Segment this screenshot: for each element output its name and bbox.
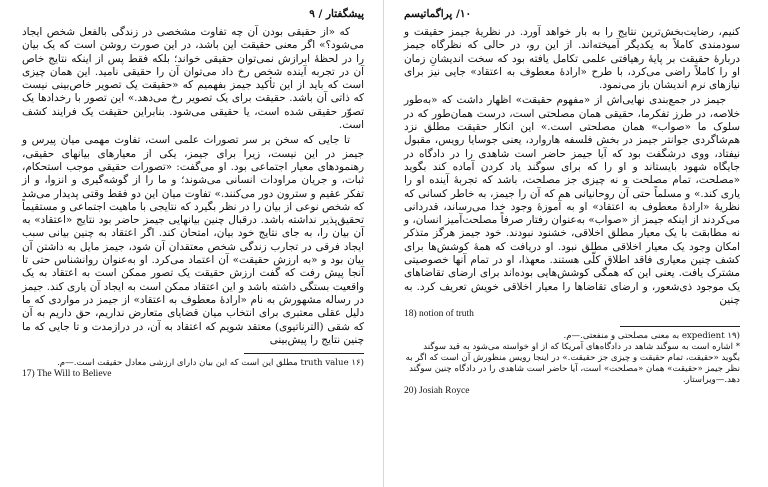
footnote-rule (620, 326, 740, 327)
right-page (384, 0, 768, 487)
paragraph: جیمز در جمع‌بندی نهایی‌اش از «مفهوم حقیقت» اظهار داشت که «به‌طور خلاصه، در طرز تفکرما، حقیقی همان مصلحتی است، درست همان‌طور که در سلوک ما «صواب» همان مصلحتی است.» این انکار حقیقت مطلق نزد هم‌شاگردی جوانتر جیمز در بخش فلسفه هاروارد، یعنی جوسایا رویس، مقبول نیفتاد، ووی درشگفت بود که آیا جیمز حاضر است شاهدی را در دادگاه در جایگاه شهود بایستاند و او را که برای سوگند یاد کردن آماده کند بگوید «مصلحت، تمام مصلحت و نه چیزی جز مصلحت، باشد که تجربهٔ آینده او را یاری کند.» و مسلماً حتی آن روحانیانی هم که آن را جیمز، به خاطر کسانی که نظریهٔ «ارادهٔ معطوف به اعتقاد» او به آموزهٔ وجود خدا می‌رساند، قدردانی می‌کردند از اینکه جیمز از «صواب» به‌عنوان رفتار صرفاً مصلحت‌آمیز انسان، و نه مطابقت با یک معیار مطلق اخلاقی، خشنود نبودند. خود جیمز هرگز متذکر امکان وجود یک معیار اخلاقی مطلق نبود. او دریافت که همهٔ کوشش‌ها برای کشف چنین معیاری فاقد اطلاق کلّی هستند. معهذا، او در تمام آنها خصوصیتی مشترک یافت. یعنی این که همگی کوشش‌هایی بوده‌اند برای ارضای تقاضاهای یک موجود ذی‌شعور، و ارضای تقاضاها را معیار اخلاقی خویش تعریف کرد. به چنین (404, 94, 740, 306)
page-header-left: پیشگفتار / ۹ (309, 8, 364, 20)
footnote-source-20: 20) Josiah Royce (404, 386, 470, 397)
page-header-right: ۱۰/ پراگماتیسم (404, 8, 472, 20)
paragraph: که «از حقیقی بودن آن چه تفاوت مشخصی در زندگی بالفعل شخص ایجاد می‌شود؟» اگر معنی حقیقت این باشد، در این صورت روشن است که یک بیان را در لحظهٔ ابرازش نمی‌توان حقیقی خواند؛ بلکه فقط پس از اینکه نتایج خاص آن در تجربه آینده شخص رخ داد می‌توان آن را حقیقی نامید. این همان چیزی است که باید از این تأکید جیمز بفهمیم که «حقیقت یک تصویر خاص‌بینی نیست که ذاتی آن باشد. حقیقت برای یک تصویر رخ می‌دهد.» این تصور با رخدادها یک تصوّر حقیقی شده است، یا حقیقی می‌شود. بنابراین حقیقت یک فرایند کشف است. (22, 26, 364, 132)
footnote-19: (۱۹ expedient به معنی مصلحتی و منفعتی.—م. (563, 331, 740, 342)
footnote-asterisk: * اشاره است به سوگند شاهد در دادگاه‌های آمریکا که از او خواسته می‌شود به قید سوگند بگوید «حقیقت، تمام حقیقت و چیزی جز حقیقت.» در اینجا رویس منظورش آن است که اگر به نظر جیمز «حقیقت» همان «مصلحت» است، آیا حاضر است شاهدی را در دادگاه چنین سوگند دهد.—ویراستار. (405, 342, 740, 386)
footnote-source-17: 17) The Will to Believe (22, 369, 112, 380)
paragraph: کنیم، رضایت‌بخش‌ترین نتایج را به بار خواهد آورد. در نظریهٔ جیمز حقیقت و سودمندی کاملاً به یکدیگر آمیخته‌اند. از این رو، در حالی که نظرگاه جیمز دربارهٔ حقیقت بر پایهٔ رهیافتی علمی تکامل یافته بود که سخت اندیشانِ زمان او را کاملاً راضی می‌کرد، با طرح «ارادهٔ معطوف به اعتقاد» جایی نیز برای نیازهای نرم اندیشان باز می‌نمود. (404, 26, 740, 92)
footnote-16: (۱۶ truth value مطلق این است که این بیان دارای ارزشی معادل حقیقت است.—م. (57, 358, 364, 369)
footnote-rule (244, 353, 364, 354)
footnote-source-18: 18) notion of truth (404, 309, 474, 320)
paragraph: تا جایی که سخن بر سر تصورات علمی است، تفاوت مهمی میان پیرس و جیمز در این نیست، زیرا برای جیمز، یکی از معیارهای بیانهای حقیقی، رهنمودهای معیار اجتماعی بود. او می‌گفت: «تصورات حقیقی موجب استحکام، ثبات، و جریان مراودات انسانی می‌شوند؛ و ما را از گوشه‌گیری و انزوا، و از تفکر عقیم و سترون دور می‌کنند.» تفاوت میان این دو فقط وقتی پدیدار می‌شد که شخص نوعی از بیان را در نظر بگیرد که نتایجی با ماهیت اجتماعی و مستقیماً تحقیق‌پذیر نداشته باشد. درقبال چنین بیانهایی جیمز حاضر بود نتایج «اعتقاد» به آن بیان را، به جای نتایج خود بیان، امتحان کند. اگر اعتقاد به چنین بیانی سبب ایجاد فرقی در تجارب زندگی شخص معتقدان آن شود، جیمز مایل به داشتن آن بیان بود و «به ارزش حقیقت» آن اعتماد می‌کرد. او به‌عنوان روانشناس حتی تا آنجا پیش رفت که گفت ارزش حقیقت یک تصور ممکن است به اعتقاد به یک واقعیت بستگی داشته باشد و این اعتقاد ممکن است به ایجاد آن یاری کند. جیمز در رساله مشهورش به نام «ارادهٔ معطوف به اعتقاد» از جیمز در مواردی که ما دلیل عقلی معتبری برای انتخاب میان قضایای متعارض نداریم، حق داریم به آن که شقی (الترناتیوی) معتقد شویم که اعتقاد به آن، در درازمدت و تا جایی که ما چنین نتایج را پیش‌بینی (22, 134, 364, 346)
